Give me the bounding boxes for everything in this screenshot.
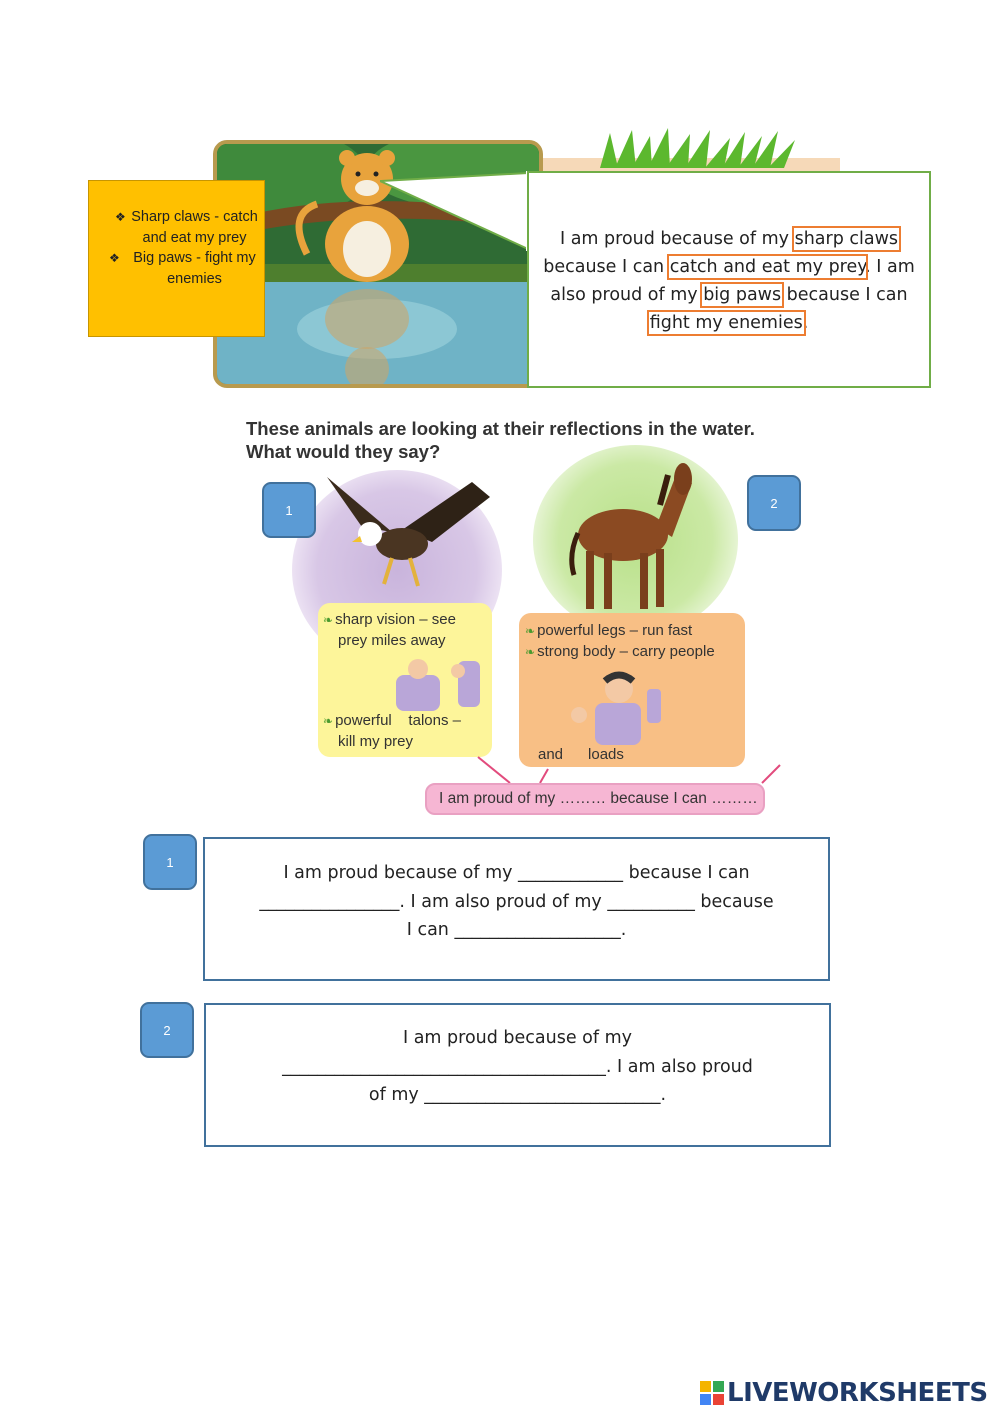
horse-feature-line xyxy=(525,643,715,660)
answer-box-2[interactable] xyxy=(204,1003,831,1147)
answer-1-paragraph xyxy=(205,859,828,945)
answer-1-line-1: I am proud because of my ____________ because I can xyxy=(283,863,750,883)
answer-1-line-2: ________________. I am also proud of my __________ because xyxy=(259,891,774,912)
eagle-features-card xyxy=(318,603,492,757)
speech-text-part: because I can xyxy=(543,257,670,277)
picture-number-badge-2: 2 xyxy=(747,475,801,531)
instructions xyxy=(246,417,806,463)
vocabulary-item-text: Sharp claws - catch and eat my prey xyxy=(131,209,258,246)
leaf-icon: ❧ xyxy=(323,714,334,728)
eagle-feature-line xyxy=(323,611,456,628)
answer-2-line-2: _____________________________________. I am also proud xyxy=(282,1056,753,1077)
diamond-bullet-icon: ❖ xyxy=(115,210,126,224)
example-speech-box xyxy=(527,171,931,388)
highlight-fight-enemies: fight my enemies xyxy=(649,313,803,333)
answer-box-1[interactable] xyxy=(203,837,830,981)
horse-illustration xyxy=(568,455,698,620)
picture-number-badge-1: 1 xyxy=(262,482,316,538)
horse-feature-text: powerful legs – run fast xyxy=(537,622,693,639)
answer-2-line-3: of my ___________________________. xyxy=(368,1085,667,1105)
answer-2-line-1: I am proud because of my xyxy=(402,1028,633,1048)
leaf-icon: ❧ xyxy=(525,624,536,638)
liveworksheets-logo xyxy=(700,1376,988,1410)
eagle-feature-line: kill my prey xyxy=(338,733,414,750)
answer-1-line-3: I can ___________________. xyxy=(406,920,627,940)
eagle-feature-line xyxy=(323,712,461,729)
grass-illustration xyxy=(540,128,840,174)
speech-text-part: . I am also proud of my xyxy=(550,257,915,305)
answer-number-badge-2: 2 xyxy=(140,1002,194,1058)
speech-text-part: I am proud because of my xyxy=(559,229,795,249)
speech-text-part: . xyxy=(802,313,809,333)
highlight-sharp-claws: sharp claws xyxy=(794,229,899,249)
speech-text-part: because I can xyxy=(781,285,908,305)
boy-signing-icon xyxy=(567,669,663,745)
horse-feature-line xyxy=(525,622,692,639)
eagle-feature-line: prey miles away xyxy=(338,632,446,649)
vocabulary-list xyxy=(89,181,264,289)
instructions-line-2: What would they say? xyxy=(246,441,441,462)
instructions-line-1: These animals are looking at their reflections in the water. xyxy=(246,418,755,439)
sentence-frame-bar xyxy=(425,783,765,815)
example-paragraph xyxy=(529,225,929,337)
logo-grid-icon xyxy=(700,1381,724,1405)
horse-feature-text: strong body – carry people xyxy=(537,643,715,660)
horse-feature-line: and loads xyxy=(538,746,624,763)
diamond-bullet-icon: ❖ xyxy=(109,251,120,265)
speech-bubble-pointer xyxy=(380,171,550,251)
sentence-frame-text: I am proud of my ……… because I can ……… xyxy=(439,790,758,807)
sign-language-hands-icon xyxy=(396,655,482,711)
eagle-illustration xyxy=(322,472,494,594)
vocabulary-item-text: Big paws - fight my enemies xyxy=(133,250,256,287)
vocabulary-note-box xyxy=(88,180,265,337)
eagle-feature-text: sharp vision – see xyxy=(335,611,456,628)
answer-2-paragraph xyxy=(206,1024,829,1110)
logo-text: LIVEWORKSHEETS xyxy=(727,1378,988,1408)
eagle-feature-text: powerful talons – xyxy=(335,712,461,729)
highlight-catch-prey: catch and eat my prey xyxy=(669,257,866,277)
vocabulary-item xyxy=(95,207,258,248)
leaf-icon: ❧ xyxy=(323,613,334,627)
answer-number-badge-1: 1 xyxy=(143,834,197,890)
horse-features-card xyxy=(519,613,745,767)
highlight-big-paws: big paws xyxy=(703,285,782,305)
vocabulary-item xyxy=(95,248,258,289)
leaf-icon: ❧ xyxy=(525,645,536,659)
